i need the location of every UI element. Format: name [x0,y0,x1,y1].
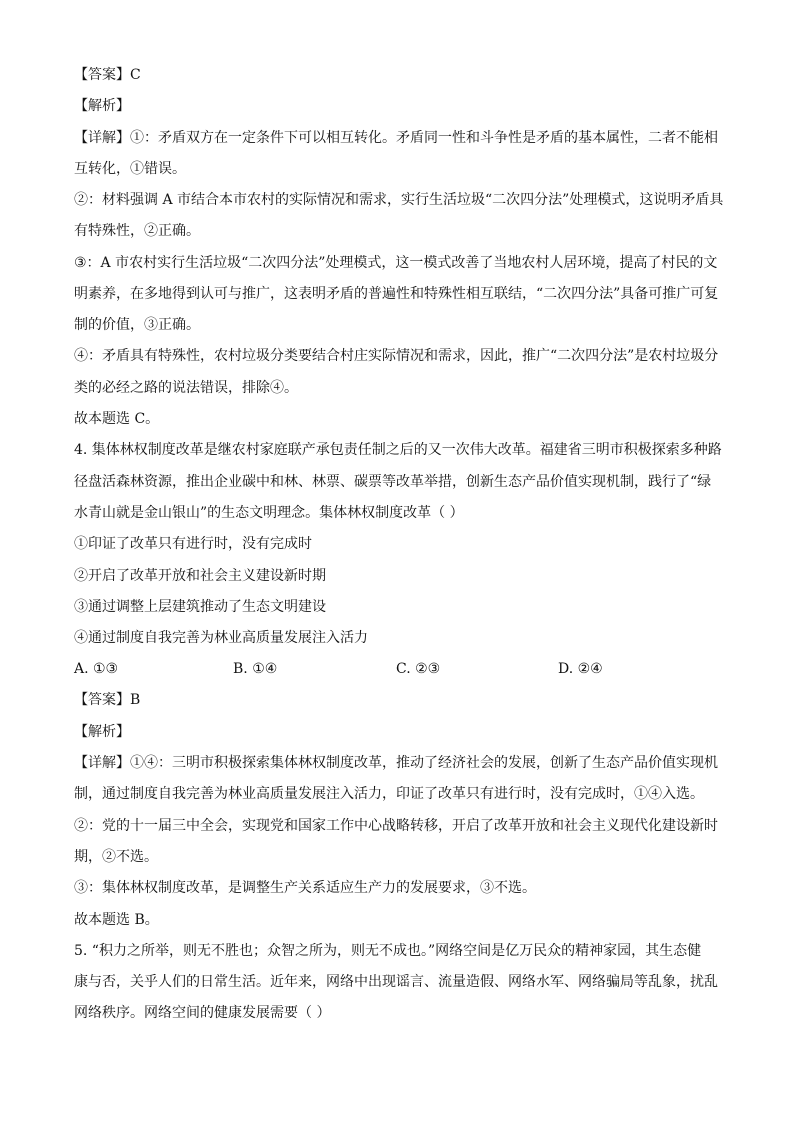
detail-q3-line: 【详解】①：矛盾双方在一定条件下可以相互转化。矛盾同一性和斗争性是矛盾的基本属性，二者不能相 [74,130,718,146]
detail-q3-line: 制的价值，③正确。 [74,317,200,333]
detail-q3-line: 互转化，①错误。 [74,161,186,177]
detail-q3-line: ④：矛盾具有特殊性，农村垃圾分类要结合村庄实际情况和需求，因此，推广“二次四分法”是农村垃圾分 [74,348,719,364]
question-5-stem: 康与否，关乎人们的日常生活。近年来，网络中出现谣言、流量造假、网络水军、网络骗局等乱象，扰乱 [74,974,718,990]
question-5-stem: 5. “积力之所举，则无不胜也；众智之所为，则无不成也。”网络空间是亿万民众的精神家园，其生态健 [74,943,702,959]
detail-q3-line: ③：A 市农村实行生活垃圾“二次四分法”处理模式，这一模式改善了当地农村人居环境，提高了村民的文 [74,255,718,271]
answer-options [74,659,734,679]
detail-q4-line: 【详解】①④：三明市积极探索集体林权制度改革，推动了经济社会的发展，创新了生态产品价值实现机 [74,755,718,771]
option-c: C. ②③ [396,661,441,677]
question-5-stem: 网络秩序。网络空间的健康发展需要（ ） [74,1005,331,1021]
option-b: B. ①④ [233,661,278,677]
detail-q4-line: 制，通过制度自我完善为林业高质量发展注入活力，印证了改革只有进行时，没有完成时，①④入选。 [74,786,704,802]
detail-q3-line: 有特殊性，②正确。 [74,223,200,239]
statement-2: ②开启了改革开放和社会主义建设新时期 [74,568,326,584]
question-4-stem: 径盘活森林资源，推出企业碳中和林、林票、碳票等改革举措，创新生态产品价值实现机制，践行了“绿 [74,474,712,490]
question-4-stem: 4. 集体林权制度改革是继农村家庭联产承包责任制之后的又一次伟大改革。福建省三明市积极探索多种路 [74,442,722,458]
statement-4: ④通过制度自我完善为林业高质量发展注入活力 [74,630,368,646]
detail-q4-line: 期，②不选。 [74,849,158,865]
detail-q4-line: ②：党的十一届三中全会，实现党和国家工作中心战略转移，开启了改革开放和社会主义现代化建设新时 [74,818,718,834]
statement-3: ③通过调整上层建筑推动了生态文明建设 [74,599,326,615]
analysis-label-q4: 【解析】 [74,724,130,740]
answer-q4: 【答案】B [74,692,141,708]
analysis-label-q3: 【解析】 [74,98,130,114]
conclusion-q4: 故本题选 B。 [74,912,159,928]
statement-1: ①印证了改革只有进行时，没有完成时 [74,536,312,552]
question-4-stem: 水青山就是金山银山”的生态文明理念。集体林权制度改革（ ） [74,505,464,521]
detail-q4-line: ③：集体林权制度改革，是调整生产关系适应生产力的发展要求，③不选。 [74,880,536,896]
detail-q3-line: 明素养，在多地得到认可与推广，这表明矛盾的普遍性和特殊性相互联结，“二次四分法”具备可推广可复 [74,286,719,302]
detail-q3-line: 类的必经之路的说法错误，排除④。 [74,380,298,396]
answer-q3: 【答案】C [74,67,141,83]
detail-q3-line: ②：材料强调 A 市结合本市农村的实际情况和需求，实行生活垃圾“二次四分法”处理模式，这说明矛盾具 [74,192,724,208]
option-a: A. ①③ [74,661,119,677]
conclusion-q3: 故本题选 C。 [74,411,160,427]
option-d: D. ②④ [558,661,603,677]
